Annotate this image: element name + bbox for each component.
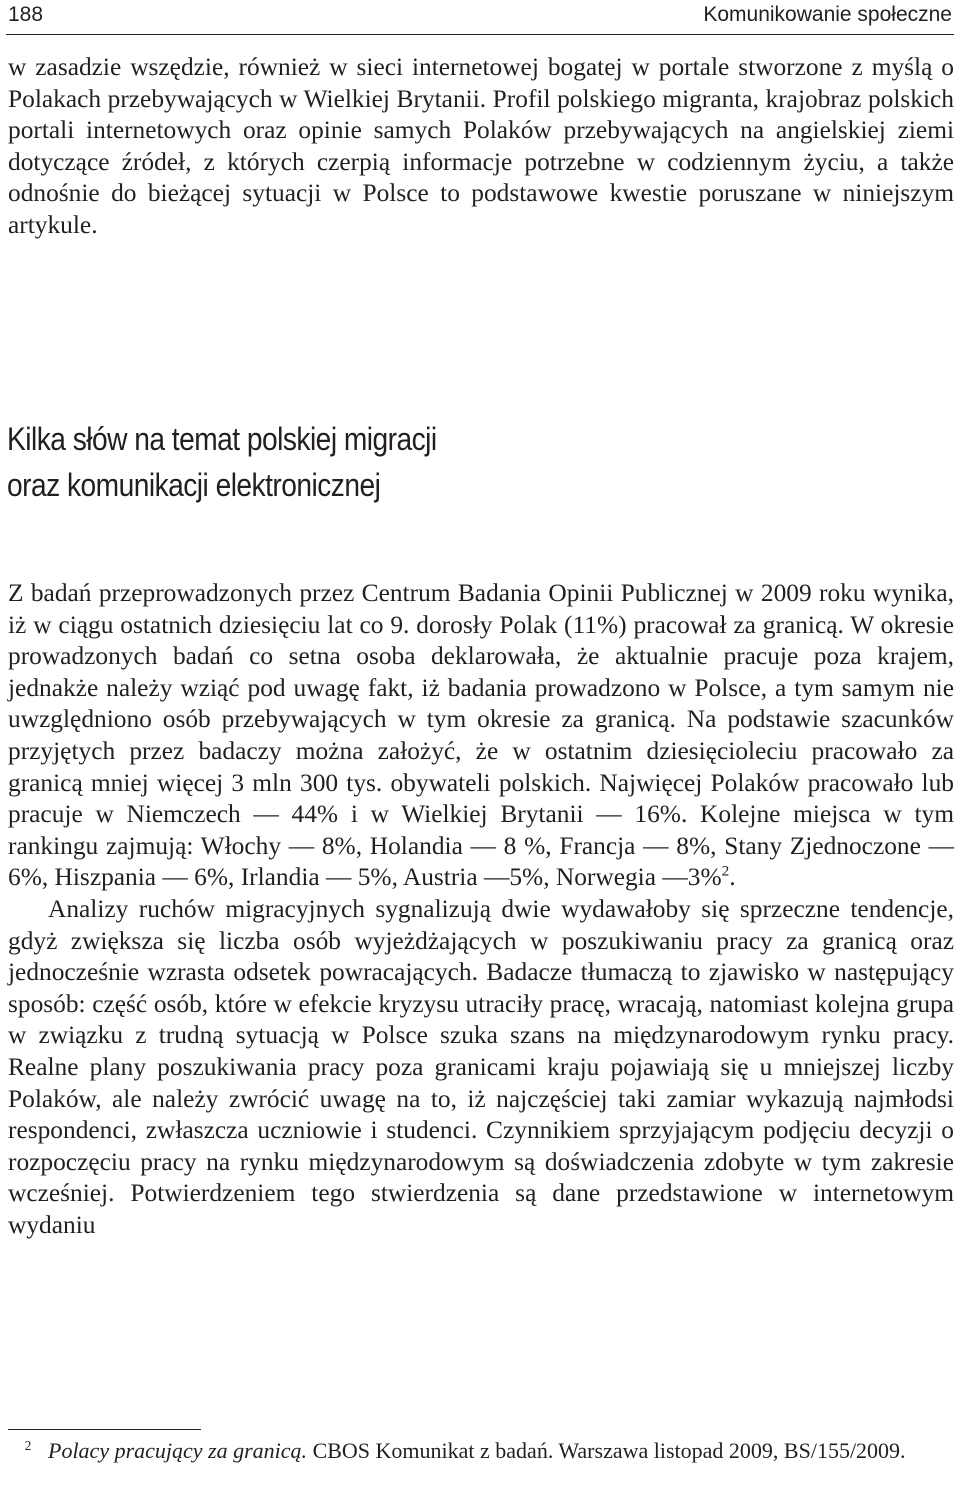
section-heading: [7, 416, 437, 508]
intro-paragraph: w zasadzie wszędzie, również w sieci internetowej bogatej w portale stworzone z myślą o Polakach przebywających w Wielkiej Brytanii. Profil polskiego migranta, krajobraz polskich portali internetowych oraz opinie samych Polaków przebywających na angielskiej ziemi dotyczące źródeł, z których czerpią informacje potrzebne w codziennym życiu, a także odnośnie do bieżącej sytuacji w Polsce to podstawowe kwestie poruszane w niniejszym artykule.: [8, 53, 954, 239]
body-paragraph-2: Analizy ruchów migracyjnych sygnalizują dwie wydawałoby się sprzeczne tendencje, gdyż zwiększa się liczba osób wyjeżdżających w poszukiwaniu pracy za granicą oraz jednocześnie wzrasta odsetek powracających. Badacze tłumaczą to zjawisko w następujący sposób: część osób, które w efekcie kryzysu utraciły pracę, wracają, natomiast kolejna grupa w związku z trudną sytuacją w Polsce szuka szans na międzynarodowym rynku pracy. Realne plany poszukiwania pracy poza granicami kraju pojawiają się u mniejszej liczby Polaków, ale należy zwrócić uwagę na to, iż najczęściej taki zamiar wykazują najmłodsi respondenci, zwłaszcza uczniowie i studenci. Czynnikiem sprzyjającym podjęciu decyzji o rozpoczęciu pracy na rynku międzynarodowym są doświadczenia zdobyte w tym zakresie wcześniej. Potwierdzeniem tego stwierdzenia są dane przedstawione w internetowym wydaniu: [8, 894, 954, 1239]
footnote: $^2$ Polacy pracujący za granicą. CBOS Komunikat z badań. Warszawa listopad 2009, BS/155/2009.: [24, 1437, 906, 1463]
journal-title: Komunikowanie społeczne: [703, 3, 952, 26]
footnote-citation: CBOS Komunikat z badań. Warszawa listopad 2009, BS/155/2009.: [312, 1438, 906, 1463]
footnote-reference[interactable]: 2: [721, 862, 730, 880]
section-heading-line-1: Kilka słów na temat polskiej migracji: [7, 421, 437, 457]
footnote-divider: [8, 1429, 201, 1430]
body-paragraph-1-text: Z badań przeprowadzonych przez Centrum Badania Opinii Publicznej w 2009 roku wynika, iż w ciągu ostatnich dziesięciu lat co 9. dorosły Polak (11%) pracował za granicą. W okresie prowadzonych badań co setna osoba deklarowała, że aktualnie pracuje poza krajem, jednakże należy wziąć pod uwagę fakt, iż badania prowadzono w Polsce, a tym samym nie uwzględniono osób przebywających w tym okresie za granicą. Na podstawie szacunków przyjętych przez badaczy można założyć, że w ostatnim dziesięcioleciu pracowało za granicą mniej więcej 3 mln 300 tys. obywateli polskich. Najwięcej Polaków pracowało lub pracuje w Niemczech — 44% i w Wielkiej Brytanii — 16%. Kolejne miejsca w tym rankingu zajmują: Włochy — 8%, Holandia — 8 %, Francja — 8%, Stany Zjednoczone — 6%, Hiszpania — 6%, Irlandia — 5%, Austria —5%, Norwegia —3%: [8, 579, 954, 892]
body-paragraph-1: [8, 578, 954, 894]
running-header: [6, 0, 954, 35]
page-number: 188: [8, 3, 44, 26]
section-heading-line-2: oraz komunikacji elektronicznej: [7, 467, 381, 503]
section-body: [8, 578, 954, 1241]
footnote-title: Polacy pracujący za granicą.: [48, 1438, 308, 1463]
body-paragraph-1-end: .: [729, 863, 736, 892]
